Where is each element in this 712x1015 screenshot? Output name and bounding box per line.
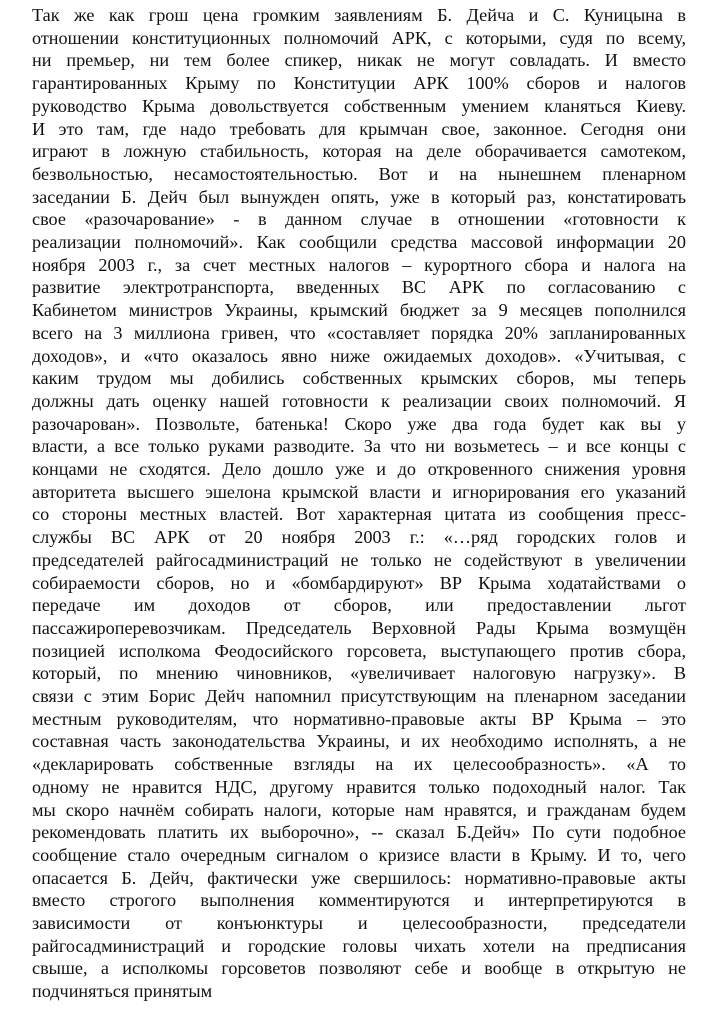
text-line: играют в ложную стабильность, которая на деле оборачивается самотеком, (32, 141, 686, 162)
text-line: службы ВС АРК от 20 ноября 2003 г.: «…ряд городских голов и (32, 527, 686, 548)
text-line: собираемости сборов, но и «бомбардируют» ВР Крыма ходатайствами о (32, 572, 686, 593)
text-line: Кабинетом министров Украины, крымский бюджет за 9 месяцев пополнился (32, 300, 686, 321)
text-line: пассажироперевозчикам. Председатель Верховной Рады Крыма возмущён (32, 617, 686, 638)
text-line: мы скоро начнём собирать налоги, которые нам нравятся, и гражданам будем (32, 799, 686, 820)
text-line: составная часть законодательства Украины, и их необходимо исполнять, а не (32, 731, 686, 752)
text-line: И это там, где надо требовать для крымчан свое, законное. Сегодня они (32, 118, 686, 139)
text-line: развитие электротранспорта, введенных ВС АРК по согласованию с (32, 277, 686, 298)
text-line: одному не нравится НДС, другому нравится только подоходный налог. Так (32, 776, 686, 797)
text-line: концами не сходятся. Дело дошло уже и до откровенного снижения уровня (32, 459, 686, 479)
text-line: рекомендовать платить их выборочно», -- сказал Б.Дейч» По сути подобное (32, 822, 686, 843)
text-line: подчиняться принятым (32, 981, 213, 1002)
text-line: власти, а все только руками разводите. За что ни возьметесь – и все концы с (32, 436, 686, 457)
text-line: председателей райгосадминистраций не только не содействуют в увеличении (32, 549, 686, 570)
text-line: передаче им доходов от сборов, или предоставлении льгот (32, 595, 686, 616)
text-line: всего на 3 миллиона гривен, что «составляет порядка 20% запланированных (32, 322, 686, 343)
text-line: гарантированных Крыму по Конституции АРК 100% сборов и налогов (32, 73, 686, 94)
text-line: отношении конституционных полномочий АРК, с которыми, судя по всему, (32, 27, 686, 48)
text-line: «декларировать собственные взгляды на их целесообразность». «А то (32, 754, 686, 775)
text-line: руководство Крыма довольствуется собственным умением кланяться Киеву. (32, 95, 686, 116)
text-line: свыше, а исполкомы горсоветов позволяют себе и вообще в открытую не (32, 958, 686, 979)
text-line: заседании Б. Дейч был вынужден опять, уже в который раз, констатировать (32, 186, 686, 207)
text-line: зависимости от конъюнктуры и целесообразности, председатели (32, 913, 686, 933)
text-line: авторитета высшего эшелона крымской власти и игнорирования его указаний (32, 481, 686, 502)
text-line: каким трудом мы добились собственных крымских сборов, мы теперь (32, 368, 686, 389)
text-line: со стороны местных властей. Вот характерная цитата из сообщения пресс- (32, 504, 686, 525)
text-line: который, по мнению чиновников, «увеличивает налоговую нагрузку». В (32, 663, 686, 684)
text-line: ноября 2003 г., за счет местных налогов – курортного сбора и налога на (32, 254, 686, 275)
text-line: свое «разочарование» - в данном случае в отношении «готовности к (32, 209, 686, 230)
text-line: разочарован». Позвольте, батенька! Скоро уже два года будет как вы у (32, 413, 686, 434)
text-line: Так же как грош цена громким заявлениям Б. Дейча и С. Куницына в (32, 5, 686, 25)
text-line: должны дать оценку нашей готовности к реализации своих полномочий. Я (32, 390, 686, 411)
text-line: опасается Б. Дейч, фактически уже свершилось: нормативно-правовые акты (32, 867, 686, 888)
text-line: сообщение стало очередным сигналом о кризисе власти в Крыму. И то, чего (32, 844, 686, 865)
text-line: доходов», и «что оказалось явно ниже ожидаемых доходов». «Учитывая, с (32, 345, 686, 366)
text-line: местным руководителям, что нормативно-правовые акты ВР Крыма – это (32, 708, 686, 729)
text-line: связи с этим Борис Дейч напомнил присутствующим на пленарном заседании (32, 686, 686, 706)
text-line: ни премьер, ни тем более спикер, никак не могут совладать. И вместо (32, 50, 686, 71)
text-line: вместо строгого выполнения комментируются и интерпретируются в (32, 890, 686, 911)
text-line: безвольностью, несамостоятельностью. Вот и на нынешнем пленарном (32, 163, 686, 184)
text-line: позицией исполкома Феодосийского горсовета, выступающего против сбора, (32, 640, 686, 661)
text-line: реализации полномочий». Как сообщили средства массовой информации 20 (32, 232, 686, 252)
text-line: райгосадминистраций и городские головы чихать хотели на предписания (32, 935, 686, 956)
